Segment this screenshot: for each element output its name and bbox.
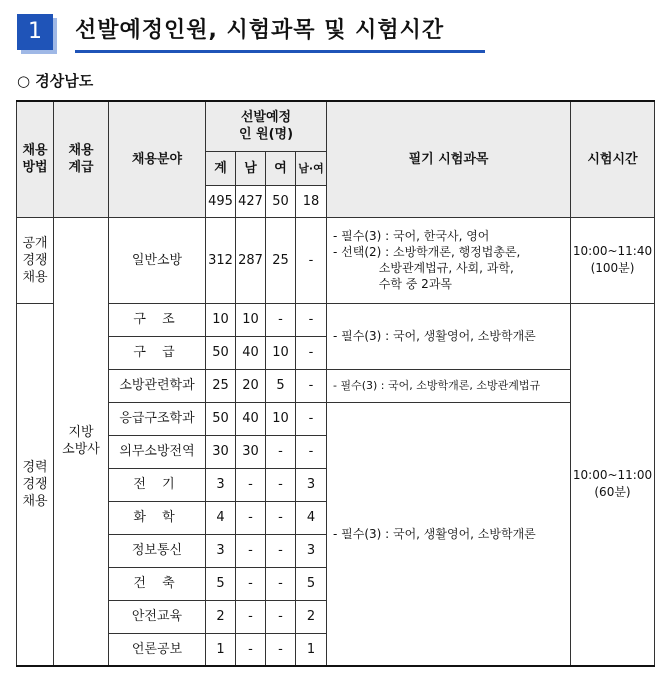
total-female: 50: [266, 185, 296, 217]
count-both: 3: [296, 534, 327, 567]
method-career: 경력 경쟁 채용: [17, 303, 54, 666]
region-label: ○ 경상남도: [17, 72, 94, 90]
count-both: 2: [296, 600, 327, 633]
count-female: -: [266, 633, 296, 666]
header-both: 남·여: [296, 151, 327, 185]
section-number: 1: [17, 14, 53, 50]
count-male: 40: [236, 402, 266, 435]
count-total: 312: [206, 217, 236, 303]
count-female: 25: [266, 217, 296, 303]
field-cell: 소방관련학과: [109, 369, 206, 402]
count-female: -: [266, 534, 296, 567]
count-total: 2: [206, 600, 236, 633]
count-total: 1: [206, 633, 236, 666]
count-both: -: [296, 336, 327, 369]
subjects-rescue: - 필수(3) : 국어, 생활영어, 소방학개론: [327, 303, 571, 369]
count-female: 10: [266, 336, 296, 369]
field-cell: 언론공보: [109, 633, 206, 666]
count-both: 3: [296, 468, 327, 501]
header-count: 선발예정 인 원(명): [206, 101, 327, 151]
count-both: 1: [296, 633, 327, 666]
count-male: 40: [236, 336, 266, 369]
count-both: -: [296, 303, 327, 336]
header-female: 여: [266, 151, 296, 185]
count-male: 20: [236, 369, 266, 402]
count-female: -: [266, 567, 296, 600]
count-female: -: [266, 600, 296, 633]
subjects-rest: - 필수(3) : 국어, 생활영어, 소방학개론: [327, 402, 571, 666]
field-cell: 의무소방전역: [109, 435, 206, 468]
count-male: 287: [236, 217, 266, 303]
count-total: 50: [206, 336, 236, 369]
recruitment-table: [16, 100, 655, 667]
field-cell: 구 급: [109, 336, 206, 369]
field-cell: 일반소방: [109, 217, 206, 303]
time-open: 10:00~11:40 (100분): [571, 217, 655, 303]
total-male: 427: [236, 185, 266, 217]
field-cell: 전 기: [109, 468, 206, 501]
count-female: -: [266, 303, 296, 336]
count-male: -: [236, 633, 266, 666]
total-count: 495: [206, 185, 236, 217]
count-male: -: [236, 501, 266, 534]
count-male: 10: [236, 303, 266, 336]
field-cell: 응급구조학과: [109, 402, 206, 435]
total-both: 18: [296, 185, 327, 217]
count-total: 3: [206, 534, 236, 567]
grade-cell: 지방 소방사: [54, 217, 109, 666]
count-both: -: [296, 369, 327, 402]
header-time: 시험시간: [571, 101, 655, 217]
field-cell: 안전교육: [109, 600, 206, 633]
count-male: -: [236, 534, 266, 567]
header-subjects: 필기 시험과목: [327, 101, 571, 217]
header-male: 남: [236, 151, 266, 185]
header-field: 채용분야: [109, 101, 206, 217]
count-female: 5: [266, 369, 296, 402]
count-male: -: [236, 567, 266, 600]
count-female: 10: [266, 402, 296, 435]
count-total: 4: [206, 501, 236, 534]
field-cell: 화 학: [109, 501, 206, 534]
count-total: 25: [206, 369, 236, 402]
count-female: -: [266, 468, 296, 501]
count-female: -: [266, 435, 296, 468]
header-total: 계: [206, 151, 236, 185]
method-open: 공개 경쟁 채용: [17, 217, 54, 303]
header-grade: 채용 계급: [54, 101, 109, 217]
section-title: 선발예정인원, 시험과목 및 시험시간: [75, 18, 445, 43]
subjects-related: - 필수(3) : 국어, 소방학개론, 소방관계법규: [327, 369, 571, 402]
count-both: -: [296, 435, 327, 468]
count-female: -: [266, 501, 296, 534]
count-both: 5: [296, 567, 327, 600]
count-total: 5: [206, 567, 236, 600]
count-total: 30: [206, 435, 236, 468]
field-cell: 정보통신: [109, 534, 206, 567]
count-male: -: [236, 600, 266, 633]
count-total: 10: [206, 303, 236, 336]
count-total: 3: [206, 468, 236, 501]
field-cell: 구 조: [109, 303, 206, 336]
field-cell: 건 축: [109, 567, 206, 600]
count-both: 4: [296, 501, 327, 534]
count-both: -: [296, 402, 327, 435]
count-male: 30: [236, 435, 266, 468]
title-underline: [75, 50, 485, 53]
count-both: -: [296, 217, 327, 303]
subjects-open: - 필수(3) : 국어, 한국사, 영어 - 선택(2) : 소방학개론, 행정법총론, 소방관계법규, 사회, 과학, 수학 중 2과목: [327, 217, 571, 303]
count-total: 50: [206, 402, 236, 435]
count-male: -: [236, 468, 266, 501]
time-career: 10:00~11:00 (60분): [571, 303, 655, 666]
header-method: 채용 방법: [17, 101, 54, 217]
